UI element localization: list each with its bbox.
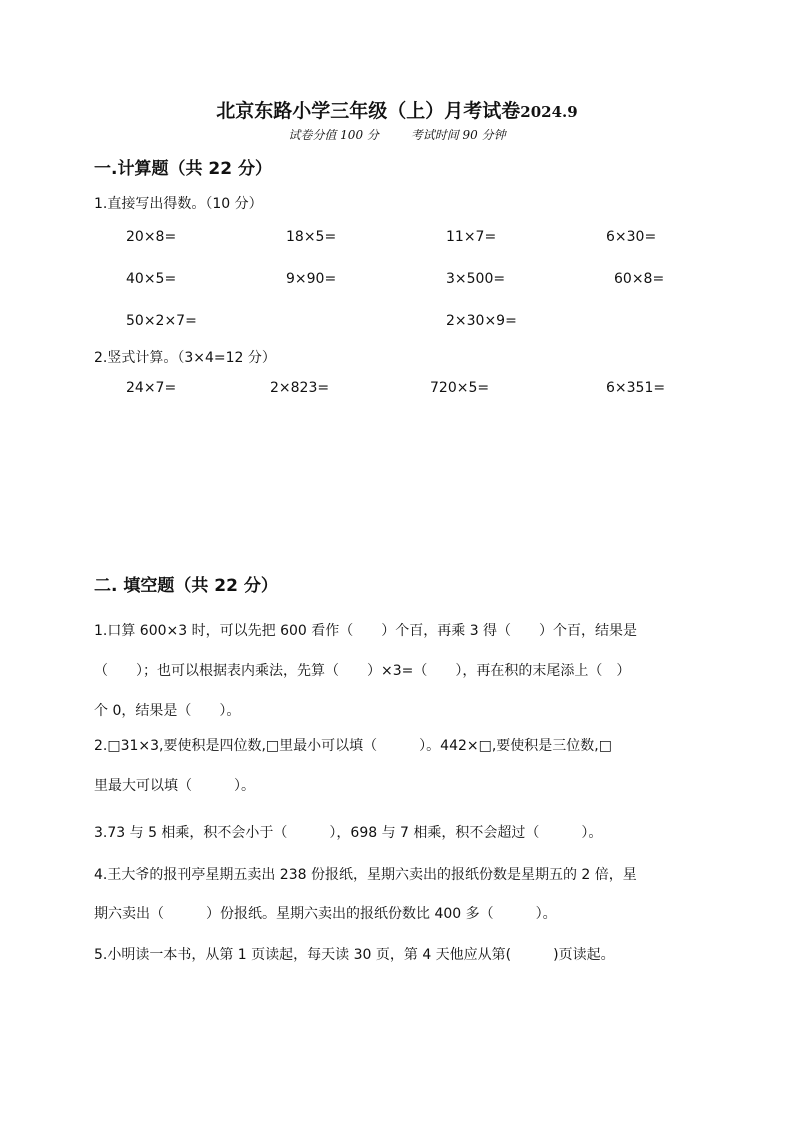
calc-item: 9×90= — [286, 271, 337, 287]
page-title — [0, 96, 794, 123]
calc-item: 40×5= — [126, 271, 177, 287]
calc-item: 60×8= — [614, 271, 665, 287]
calc-item: 3×500= — [446, 271, 506, 287]
full-score-text: 试卷分值 100 分 — [288, 128, 379, 142]
calc-item: 18×5= — [286, 229, 337, 245]
fill-line: （ ）；也可以根据表内乘法，先算（ ）×3=（ ），再在积的末尾添上（ ） — [94, 663, 631, 679]
fill-line: 个 0，结果是（ ）。 — [94, 703, 241, 719]
vertical-calc-item: 6×351= — [606, 380, 666, 396]
section1-title: 一.计算题（共 22 分） — [94, 159, 272, 179]
vertical-calc-item: 24×7= — [126, 380, 177, 396]
fill-line: 4.王大爷的报刊亭星期五卖出 238 份报纸，星期六卖出的报纸份数是星期五的 2 倍，星 — [94, 867, 637, 883]
section2-title: 二. 填空题（共 22 分） — [94, 576, 278, 596]
vertical-calc-item: 2×823= — [270, 380, 330, 396]
fill-line: 2.□31×3,要使积是四位数,□里最小可以填（ ）。442×□,要使积是三位数,□ — [94, 738, 612, 754]
fill-line: 3.73 与 5 相乘，积不会小于（ ），698 与 7 相乘，积不会超过（ ）。 — [94, 825, 603, 841]
calc-item: 6×30= — [606, 229, 657, 245]
calc-item: 11×7= — [446, 229, 497, 245]
title-year: 2024.9 — [520, 103, 578, 121]
fill-line: 5.小明读一本书，从第 1 页读起，每天读 30 页，第 4 天他应从第( )页读起。 — [94, 947, 615, 963]
duration-text: 考试时间 90 分钟 — [410, 128, 506, 142]
exam-info — [0, 126, 794, 143]
calc-item: 50×2×7= — [126, 313, 197, 329]
fill-line: 期六卖出（ ）份报纸。星期六卖出的报纸份数比 400 多（ ）。 — [94, 906, 557, 922]
vertical-calc-item: 720×5= — [430, 380, 490, 396]
calc-item: 20×8= — [126, 229, 177, 245]
s1-q1-label: 1.直接写出得数。（10 分） — [94, 196, 263, 212]
calc-item: 2×30×9= — [446, 313, 517, 329]
fill-line: 1.口算 600×3 时，可以先把 600 看作（ ）个百，再乘 3 得（ ）个百，结果是 — [94, 623, 638, 639]
s1-q2-label: 2.竖式计算。（3×4=12 分） — [94, 350, 276, 366]
title-text: 北京东路小学三年级（上）月考试卷 — [216, 100, 521, 122]
fill-line: 里最大可以填（ ）。 — [94, 778, 255, 794]
